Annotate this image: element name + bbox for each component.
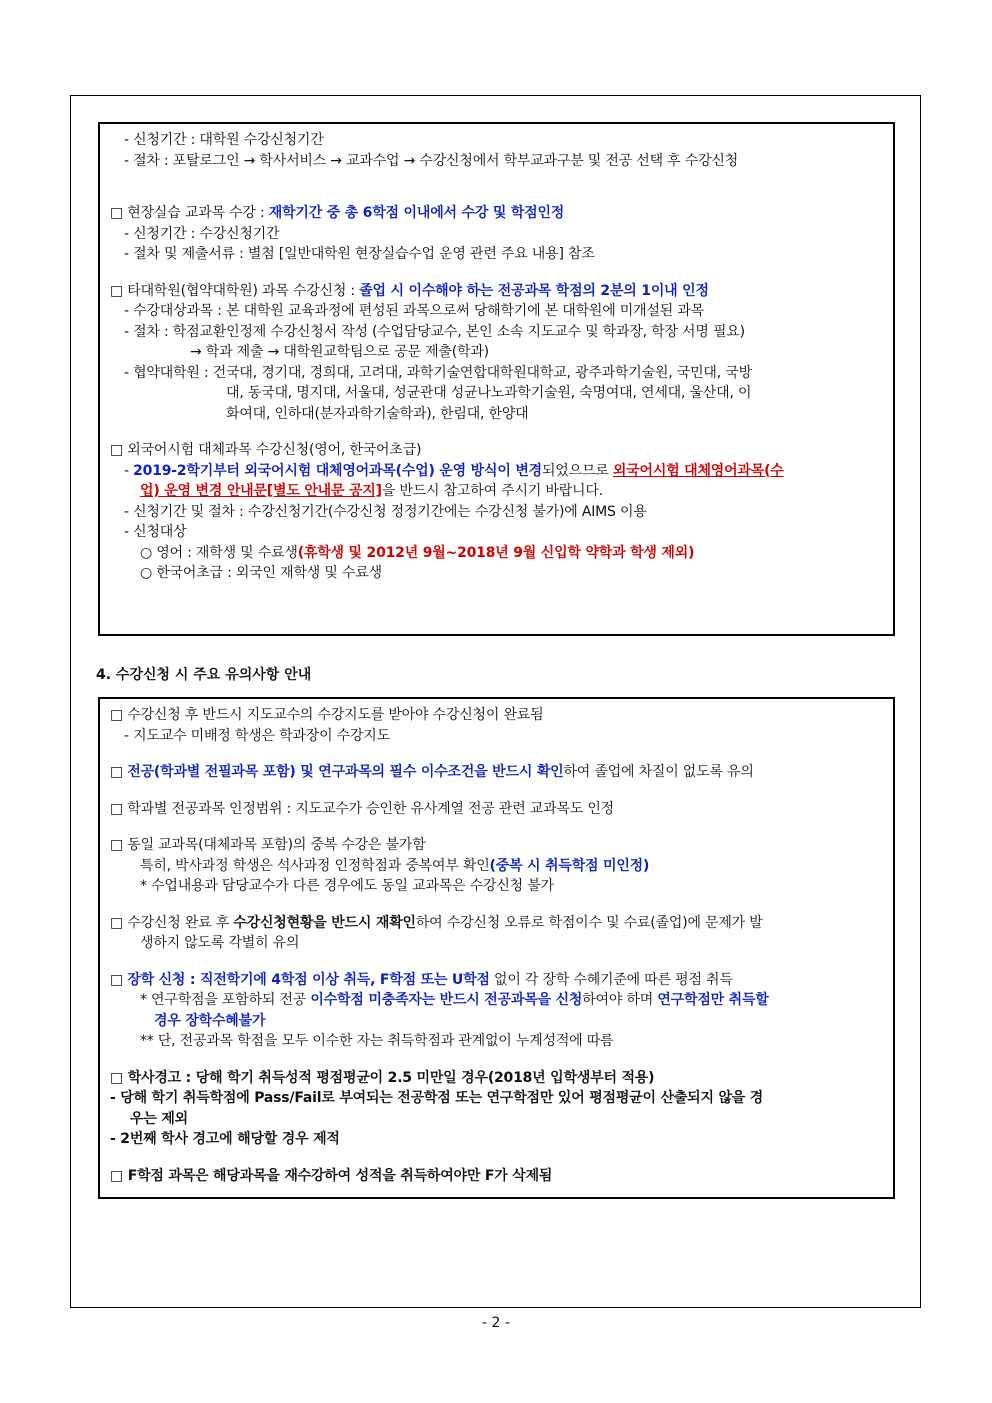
procedure-line: - 절차 : 포탈로그인 → 학사서비스 → 교과수업 → 수강신청에서 학부교과구분 및 전공 선택 후 수강신청 xyxy=(124,152,739,169)
foreign-language-notice-1: - 2019-2학기부터 외국어시험 대체영어과목(수업) 운영 방식이 변경되었으므로 외국어시험 대체영어과목(수 xyxy=(124,462,784,479)
partner-schools-line-2: 대, 동국대, 명지대, 서울대, 성균관대 성균나노과학기술원, 숙명여대, 연세대, 울산대, 이 xyxy=(226,385,752,401)
academic-warning-line: □ 학사경고 : 당해 학기 취득성적 평점평균이 2.5 미만일 경우(2018년 입학생부터 적용) xyxy=(110,1069,655,1086)
partner-schools-line-1: - 협약대학원 : 건국대, 경기대, 경희대, 고려대, 과학기술연합대학원대학교, 광주과학기술원, 국민대, 국방 xyxy=(124,364,752,381)
other-grad-school-heading: □ 타대학원(협약대학원) 과목 수강신청 : 졸업 시 이수해야 하는 전공과목 학점의 2분의 1이내 인정 xyxy=(110,282,709,299)
foreign-language-period: - 신청기간 및 절차 : 수강신청기간(수강신청 정정기간에는 수강신청 불가)에 AIMS 이용 xyxy=(124,503,647,520)
page-number: - 2 - xyxy=(482,1315,510,1331)
section-4-title: 4. 수강신청 시 주요 유의사항 안내 xyxy=(96,667,312,683)
major-course-range-line: □ 학과별 전공과목 인정범위 : 지도교수가 승인한 유사계열 전공 관련 교과목도 인정 xyxy=(110,800,614,817)
english-target: ○ 영어 : 재학생 및 수료생(휴학생 및 2012년 9월~2018년 9월 신입학 약학과 학생 제외) xyxy=(140,544,695,561)
doctoral-duplicate-line: 특히, 박사과정 학생은 석사과정 인정학점과 중복여부 확인(중복 시 취득학점 미인정) xyxy=(140,857,650,874)
other-grad-procedure-cont: → 학과 제출 → 대학원교학팀으로 공문 제출(학과) xyxy=(190,344,489,360)
duplicate-course-line: □ 동일 교과목(대체과목 포함)의 중복 수강은 불가함 xyxy=(110,837,426,853)
field-practice-heading: □ 현장실습 교과목 수강 : 재학기간 중 총 6학점 이내에서 수강 및 학점인정 xyxy=(110,205,565,221)
korean-beginner-target: ○ 한국어초급 : 외국인 재학생 및 수료생 xyxy=(140,565,382,581)
advisor-unassigned-line: - 지도교수 미배정 학생은 학과장이 수강지도 xyxy=(124,727,390,744)
duplicate-note-line: * 수업내용과 담당교수가 다른 경우에도 동일 교과목은 수강신청 불가 xyxy=(140,878,554,894)
scholarship-note-2: ** 단, 전공과목 학점을 모두 이수한 자는 취득학점과 관계없이 누계성적에 따름 xyxy=(140,1033,614,1049)
academic-warning-exception: - 당해 학기 취득학점에 Pass/Fail로 부여되는 전공학점 또는 연구학점만 있어 평점평균이 산출되지 않을 경 xyxy=(110,1090,764,1106)
academic-warning-expulsion: - 2번째 학사 경고에 해당할 경우 제적 xyxy=(110,1131,340,1147)
course-registration-info-box xyxy=(98,122,895,636)
partner-schools-line-3: 화여대, 인하대(분자과학기술학과), 한림대, 한양대 xyxy=(226,405,529,422)
academic-warning-exception-cont: 우는 제외 xyxy=(130,1110,188,1127)
field-practice-procedure: - 절차 및 제출서류 : 별첨 [일반대학원 현장실습수업 운영 관련 주요 내용] 참조 xyxy=(124,246,595,262)
foreign-language-heading: □ 외국어시험 대체과목 수강신청(영어, 한국어초급) xyxy=(110,442,422,458)
scholarship-note-1-cont: 경우 장학수혜불가 xyxy=(154,1012,266,1029)
other-grad-target-courses: - 수강대상과목 : 본 대학원 교육과정에 편성된 과목으로써 당해학기에 본 대학원에 미개설된 과목 xyxy=(124,303,705,319)
scholarship-line: □ 장학 신청 : 직전학기에 4학점 이상 취득, F학점 또는 U학점 없이 각 장학 수혜기준에 따른 평점 취득 xyxy=(110,971,733,988)
field-practice-period: - 신청기간 : 수강신청기간 xyxy=(124,225,280,242)
recheck-registration-line: □ 수강신청 완료 후 수강신청현황을 반드시 재확인하여 수강신청 오류로 학점이수 및 수료(졸업)에 문제가 발 xyxy=(110,914,763,931)
other-grad-procedure: - 절차 : 학점교환인정제 수강신청서 작성 (수업담당교수, 본인 소속 지도교수 및 학과장, 학장 서명 필요) xyxy=(124,323,745,340)
required-courses-line: □ 전공(학과별 전필과목 포함) 및 연구과목의 필수 이수조건을 반드시 확인하여 졸업에 차질이 없도록 유의 xyxy=(110,764,754,780)
apply-period-line: - 신청기간 : 대학원 수강신청기간 xyxy=(124,132,324,148)
recheck-registration-cont: 생하지 않도록 각별히 유의 xyxy=(140,935,300,951)
advisor-guidance-line: □ 수강신청 후 반드시 지도교수의 수강지도를 받아야 수강신청이 완료됨 xyxy=(110,707,544,723)
registration-notes-box xyxy=(98,697,895,1199)
scholarship-note-1: * 연구학점을 포함하되 전공 이수학점 미충족자는 반드시 전공과목을 신청하여야 하며 연구학점만 취득할 xyxy=(140,992,769,1008)
foreign-language-target: - 신청대상 xyxy=(124,524,187,540)
f-grade-retake-line: □ F학점 과목은 해당과목을 재수강하여 성적을 취득하여야만 F가 삭제됨 xyxy=(110,1167,553,1184)
foreign-language-notice-2: 업) 운영 변경 안내문[별도 안내문 공지]을 반드시 참고하여 주시기 바랍니다. xyxy=(140,483,603,499)
